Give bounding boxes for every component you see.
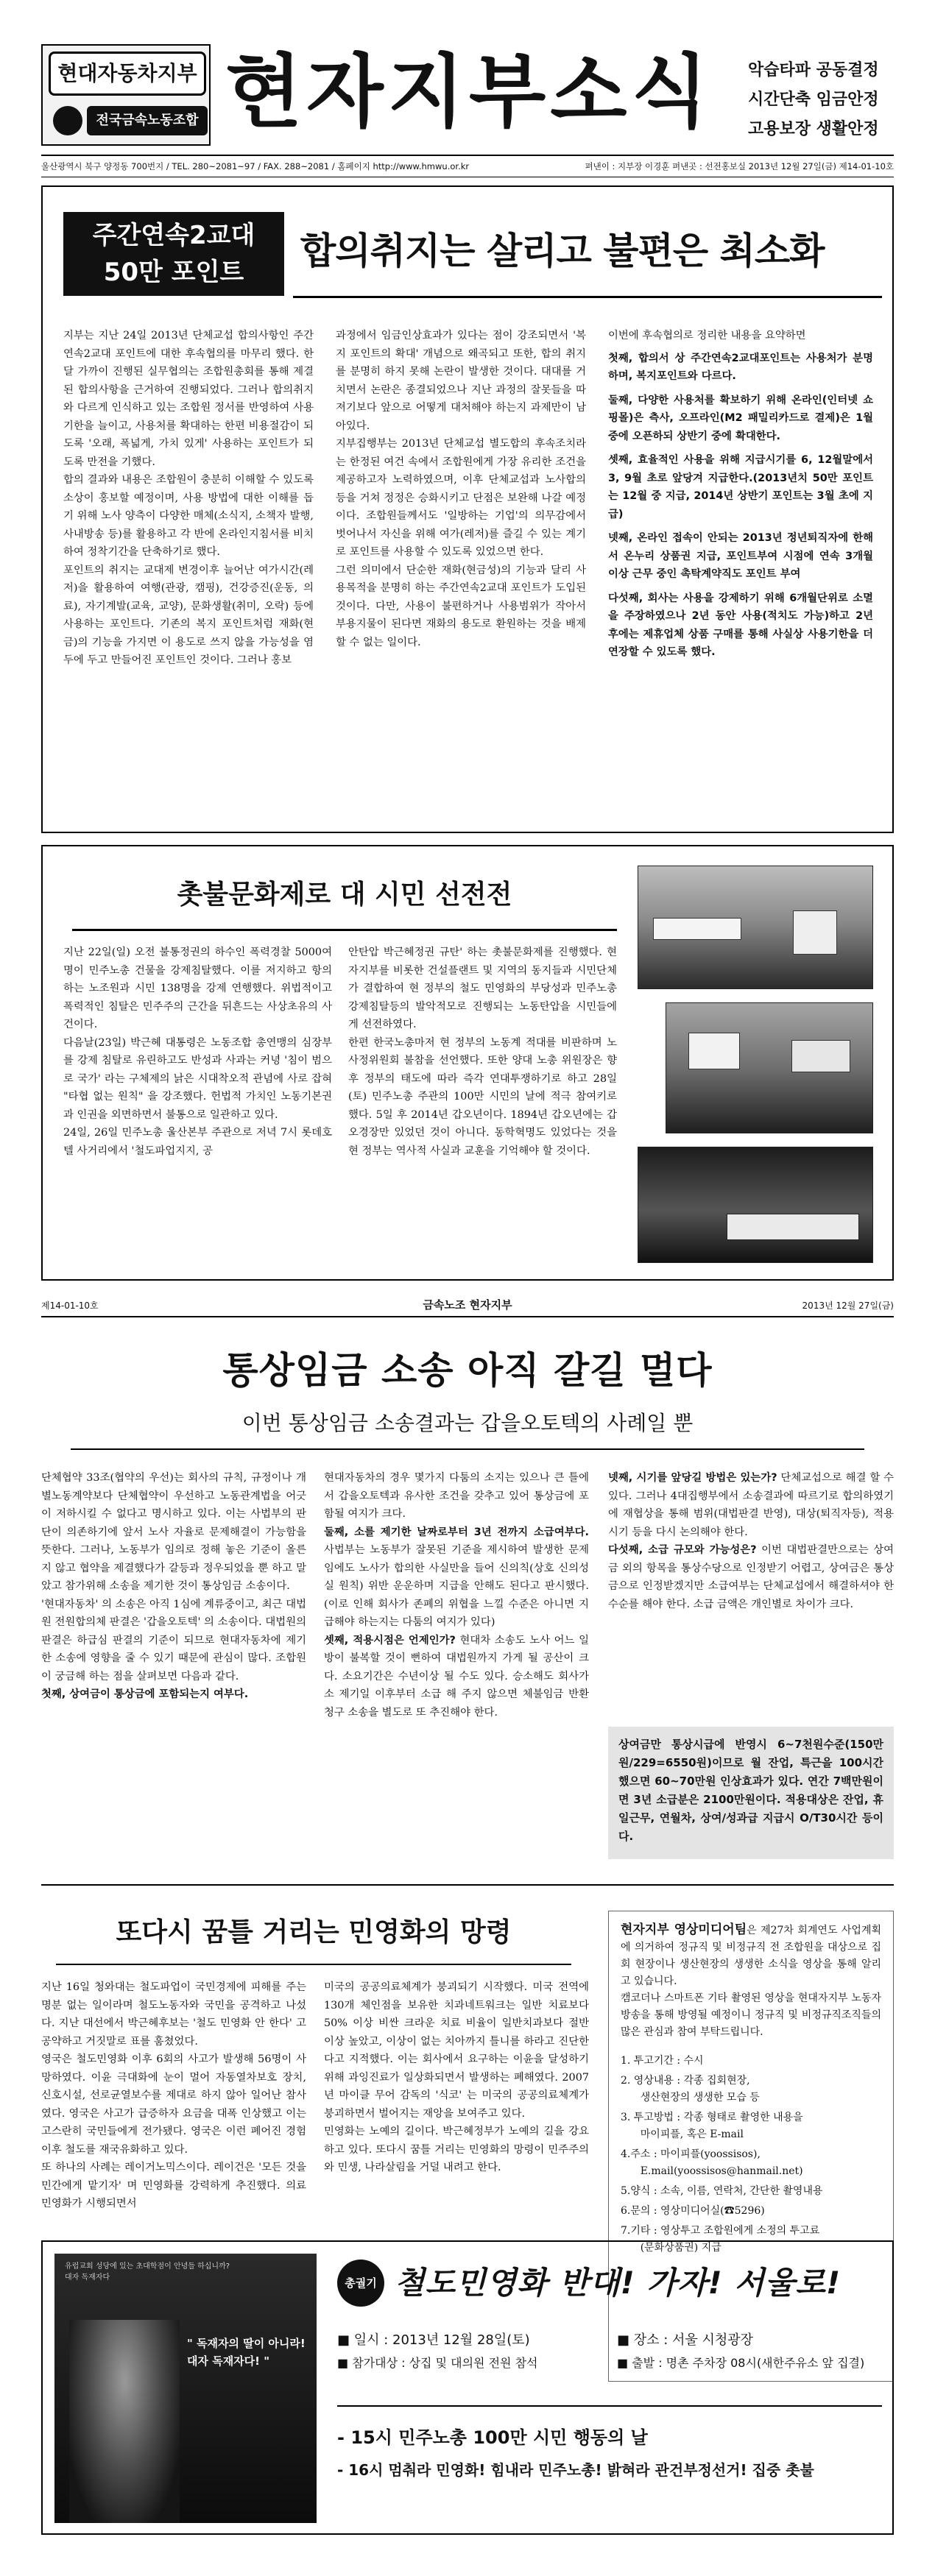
rally-photo-1: [638, 866, 873, 989]
notice-intro: 은 제27차 회계연도 사업계획에 의거하여 정규직 및 비정규직 전 조합원을 대상으로 집회 현장이나 생산현장의 생생한 소식을 영상을 통해 알리고 있습니다. 캠코더나 스마트폰 기타 촬영된 영상을 현대자지부 노동자 방송을 통해 방영될 예정이니 정규직 및 비정규직조직들의 많은 관심과 참여 부탁드립니다.: [621, 1925, 881, 2038]
rally-title: 철도민영화 반대! 가자! 서울로!: [395, 2265, 842, 2301]
article3-subhead: 이번 통상임금 소송결과는 갑을오토텍의 사례일 뿐: [241, 1411, 694, 1435]
slogans: [748, 56, 895, 144]
article3-col3-a: 단체교섭으로 해결 할 수 있다. 그러나 4대집행부에서 소송결과에 따르기로 합의하였기에 재협상을 통해 범위(대법판결 반영), 대상(퇴직자등), 적용시기 등을 다시 논의해야 한다.: [608, 1472, 894, 1538]
notice-item: 5.양식 : 소속, 이름, 연락처, 간단한 촬영내용: [621, 2185, 823, 2197]
poster-portrait: [69, 2320, 180, 2523]
article3-col3: [608, 1469, 894, 1613]
article1-badge-line1: 주간연속2교대: [92, 221, 255, 250]
masthead: [41, 44, 894, 162]
photo1-banner: [653, 918, 741, 940]
article3-end-rule: [41, 1884, 894, 1886]
notice-items: [621, 2053, 881, 2257]
article3-col2-c: 현대차 소송도 노사 어느 일방이 불복할 것이 뻔하여 대법원까지 가게 될 공산이 크다. 소요기간은 수년이상 될 수도 있다. 승소해도 회사가 소 제기일 이후부터 소급 해 주지 않으면 체불임금 반환 청구 소송을 별도로 또 추진해야 한다.: [324, 1634, 589, 1719]
article1-point-5: 다섯째, 회사는 사용을 강제하기 위해 6개월단위로 소멸을 주장하였으나 2년 동안 사용(적치도 가능)하고 2년 후에는 제휴업체 상품 구매를 통해 사실상 사용기한을 더 연장할 수 있도록 했다.: [608, 592, 873, 658]
article3-col1-bold: 첫째, 상여금이 통상금에 포함되는지 여부다.: [41, 1688, 249, 1700]
article3-col1: [41, 1469, 306, 1704]
masthead-info-left: 울산광역시 북구 양정동 700번지 / TEL. 280~2081~97 / FAX. 288~2081 / 홈페이지 http://www.hmwu.or.kr: [41, 161, 470, 171]
article2-col1: 지난 22일(일) 오전 불통정권의 하수인 폭력경찰 5000여명이 민주노총 건물을 강제침탈했다. 이를 저지하고 항의하는 노조원과 시민 138명을 강제 연행했다. 위법적이고 폭력적인 침탈은 민주주의 근간을 뒤흔드는 사상초유의 사건이다. 다음날(23일) 박근혜 대통령은 노동조합 총연맹의 심장부를 강제 침탈로 유린하고도 반성과 사과는 커녕 '침이 범으로 국가' 라는 구체제의 낡은 시대착오적 관념에 사로 잡혀 "타협 없는 원칙" 을 강조했다. 헌법적 가치인 노동기본권과 인권을 외면하면서 불통으로 일관하고 있다. 24일, 26일 민주노총 울산본부 주관으로 저녁 7시 롯데호텔 사거리에서 '철도파업지지, 공: [63, 946, 332, 1157]
article1-badge-line2: 50만 포인트: [103, 258, 244, 287]
article4-col2: 미국의 공공의료체계가 붕괴되기 시작했다. 미국 전역에 130개 체인점을 보유한 치과네트워크는 일반 치료보다 50% 이상 비싼 크라운 치료 비율이 일반치과보다 절반 이상 높았고, 이상이 없는 치아까지 틀니를 하라고 진단한다고 지적했다. 이는 회사에서 요구하는 이윤을 달성하기 위해 과잉진료가 일상화되면서 발생하는 폐해였다. 2007년 마이클 무어 감독의 '식코' 는 미국의 공공의료체계가 붕괴하면서 벌어지는 재앙을 보여주고 있다. 민영화는 노예의 길이다. 박근혜정부가 노예의 길을 강요하고 있다. 또다시 꿈틀 거리는 민영화의 망령이 민주주의와 민생, 나라살림을 거덜 내려고 한다.: [324, 1981, 589, 2173]
notice-item: 7.기타 : 영상투고 조합원에게 소정의 투고료 (문화상품권) 지급: [621, 2225, 820, 2254]
article3-col2-bold1: 둘째, 소를 제기한 날짜로부터 3년 전까지 소급여부다.: [324, 1526, 589, 1538]
article3-col2-bold2: 셋째, 적용시점은 언제인가?: [324, 1634, 456, 1646]
page2-date: 2013년 12월 27일(금): [802, 1301, 894, 1311]
rally-rule: [337, 2405, 882, 2407]
article1-col1: 지부는 지난 24일 2013년 단체교섭 합의사항인 주간연속2교대 포인트에 대한 후속협의를 마무리 했다. 한 달 가까이 진행된 실무협의는 조합원총회를 통해 제결된 합의사항을 근거하여 진행되었다. 그러나 합의취지와 다르게 인식하고 있는 조합원 정서를 반영하여 사용기한을 늘이고, 사용처를 확대하는 한편 비용절감이 되도록 '오래, 폭넓게, 가치 있게' 사용하는 포인트가 되도록 만전을 기했다. 합의 결과와 내용은 조합원이 충분히 이해할 수 있도록 소상이 홍보할 예정이며, 사용 방법에 대한 이해를 돕기 위해 노사 양측이 다양한 매체(소식지, 소책자 발행, 사내방송 등)를 활용하고 각 반에 온라인지침서를 비치하여 정착기간을 단축하기로 했다. 포인트의 취지는 교대제 변경이후 늘어난 여가시간(레저)을 활용하여 여행(관광, 캠핑), 건강증진(운동, 의료), 자기계발(교육, 교양), 문화생활(취미, 오락) 등에 사용하는 포인트다. 기존의 복지 포인트처럼 재화(현금)의 기능을 가지면 이 용도로 쓰지 않을 가능성을 염두에 두고 만들어진 포인트인 것이다. 그러나 홍보: [63, 330, 314, 666]
rally-details: [337, 2330, 882, 2404]
rally-date: ■ 일시 : 2013년 12월 28일(토): [337, 2332, 530, 2348]
page2-number: 제14-01-10호: [41, 1301, 99, 1311]
rally-photo-2: [666, 1002, 873, 1133]
article1-col3: [608, 327, 873, 662]
paper-title: 현자지부소식: [225, 46, 713, 138]
slogan-2: 시간단축 임금안정: [748, 91, 879, 109]
article3-rule: [71, 1448, 864, 1450]
rally-photo-3: [638, 1147, 873, 1263]
article1-col3-intro: 이번에 후속협의로 정리한 내용을 요약하면: [608, 330, 806, 342]
photo3-banner: [727, 1214, 859, 1240]
article2-headline: 촛불문화제로 대 시민 선전전: [177, 880, 512, 910]
logo-line1: 현대자동차지부: [49, 52, 206, 96]
photo2-sign: [688, 1033, 740, 1069]
protest-poster: [54, 2254, 317, 2523]
article3-col3-bold2: 다섯째, 소급 규모와 가능성은?: [608, 1544, 757, 1556]
article1-point-1: 첫째, 합의서 상 주간연속2교대포인트는 사용처가 분명하며, 복지포인트와 다르다.: [608, 352, 873, 382]
article3-col3-b: 이번 대법판결만으로는 상여금 외의 항목을 통상수당으로 인정받기 어렵고, 상여금은 통상금으로 인정받겠지만 소급여부는 단체교섭에서 해결하셔야 한 수순를 해야 한다. 소급 금액은 개인별로 차이가 크다.: [608, 1544, 894, 1610]
rally-place: ■ 장소 : 서울 시청광장: [617, 2332, 754, 2348]
article4-col1: 지난 16일 청와대는 철도파업이 국민경제에 피해를 주는 명분 없는 일이라며 철도노동자와 국민을 공격하고 나섰다. 지난 대선에서 박근혜후보는 '철도 민영화 안 한다' 고 공약하고 거짓말로 표를 훔쳤었다. 영국은 철도민영화 이후 6회의 사고가 발생해 56명이 사망하였다. 이윤 극대화에 눈이 멀어 자동열차보호 장치, 신호시설, 선로균열보수를 제대로 하지 않아 일어난 참사였다. 영국은 사고가 급증하자 요금을 대폭 인상했고 이는 고스란히 국민들에게 전가됐다. 영국은 이런 폐어진 경험 이후 철도를 재국유화하고 있다. 또 하나의 사례는 레이거노믹스이다. 레이건은 '모든 것을 민간에게 맡기자' 며 민영화를 강력하게 추진했다. 의료 민영화가 시행되면서: [41, 1981, 306, 2209]
slogan-3: 고용보장 생활안정: [748, 120, 879, 138]
article4-headline-rule: [56, 1964, 571, 1965]
article3-headline: 통상임금 소송 아직 갈길 멀다: [222, 1349, 713, 1392]
article4-headline: 또다시 꿈틀 거리는 민영화의 망령: [116, 1917, 512, 1947]
article-shift-points: [41, 185, 894, 833]
article1-point-2: 둘째, 다양한 사용처를 확보하기 위해 온라인(인터넷 쇼핑몰)은 측사, 오프라인(M2 패밀리카드로 결제)은 1월 중에 오픈하되 상반기 중에 확대한다.: [608, 394, 873, 442]
poster-top-text: 유럽교회 성당에 있는 초대학점이 안녕들 하십니까? 대자 독재자다: [65, 2262, 230, 2282]
article1-point-3: 셋째, 효율적인 사용을 위해 지급시기를 6, 12월말에서 3, 9월 초로 앞당겨 지급한다.(2013년치 50만 포인트는 12월 중 지급, 2014년 상반기 포인트는 3월 초에 지급): [608, 454, 873, 520]
article2-headline-rule: [72, 929, 617, 931]
article3-col3-bold1: 넷째, 시기를 앞당길 방법은 있는가?: [608, 1472, 777, 1484]
photo1-sign: [793, 910, 837, 955]
article2-col2: 안탄압 박근혜정권 규탄' 하는 촛불문화제를 진행했다. 현자지부를 비롯한 건설플랜트 및 지역의 동지들과 시민단체가 결합하여 현 정부의 철도 민영화의 부당성과 민주노총 강제침탈등의 발악적모로 진행되는 노동탄압을 시민들에게 선전하였다. 한편 한국노총마저 현 정부의 노동계 적대를 비판하며 노사정위원회 불참을 선언했다. 또한 양대 노총 위원장은 향후 정부의 태도에 따라 즉각 연대투쟁하기로 하고 28일(토) 민주노총 주관의 100만 시민의 날에 적극 참여키로 했다. 5일 후 2014년 갑오년이다. 1894년 갑오년에는 갑오경장만 있었던 것이 아니다. 동학혁명도 있었다는 것을 현 정부는 역사적 사실과 교훈을 기억해야 할 것이다.: [348, 946, 617, 1157]
article3-col1-text: 단체협약 33조(협약의 우선)는 회사의 규칙, 규정이나 개별노동계약보다 단체협약이 우선하고 노동관계법을 어긋이 저하시킬 수 없다고 명시하고 있다. 이는 사법부의 판단이 의존하기에 앞서 노사 자율로 문제해결이 가능함을 뜻한다. 그러나, 노동부가 임의로 정해 놓은 기준이 올른지 않고 협약을 제결했다가 갈등과 정우되었을 뿐 하고 말았고 참가위해 소송을 제기한 것이 통상임금 소송이다. '현대자동차' 의 소송은 아직 1심에 계류중이고, 최근 대법원 전원합의체 판결은 '갑을오토텍' 의 소송이다. 대법원의 판결은 하급심 판결의 기준이 되므로 현대자동차에 제기한 소송에 영향을 줄 수 있기 때문에 관심이 많다. 조합원이 궁금해 하는 점을 살펴보면 다음과 같다.: [41, 1472, 306, 1682]
article3-col2: [324, 1469, 589, 1722]
logo-line2: 전국금속노동조합: [87, 106, 208, 135]
poster-quote: " 독재자의 딸이 아니라! 대자 독재자다! ": [187, 2337, 306, 2368]
rally-schedule-1: - 15시 민주노총 100만 시민 행동의 날: [337, 2427, 648, 2448]
rally-ad: [41, 2240, 894, 2535]
union-logo: [41, 44, 211, 146]
article-candlelight: [41, 845, 894, 1281]
slogan-1: 악습타파 공동결정: [748, 61, 879, 79]
notice-intro-wrap: [621, 1922, 881, 2041]
rally-badge: 총궐기: [337, 2260, 384, 2307]
article1-point-4: 넷째, 온라인 접속이 안되는 2013년 정년퇴직자에 한해서 온누리 상품권 지급, 포인트부여 시점에 연속 3개월 이상 근무 중인 촉탁계약직도 포인트 부여: [608, 532, 873, 580]
rally-depart: ■ 출발 : 명촌 주차장 08시(새한주유소 앞 집결): [617, 2356, 865, 2370]
photo2-sign-2: [791, 1040, 850, 1072]
article3-col2-a: 현대자동차의 경우 몇가지 다툼의 소지는 있으나 큰 틀에서 갑을오토텍과 유사한 조건을 갖추고 있어 통상금에 포함될 여지가 크다.: [324, 1472, 589, 1520]
article1-headline-rule: [293, 296, 882, 298]
masthead-rule: [41, 155, 894, 156]
rally-target: ■ 참가대상 : 상집 및 대의원 전원 참석: [337, 2356, 538, 2370]
logo-emblem-icon: [53, 106, 82, 135]
notice-item: 1. 투고기간 : 수시: [621, 2055, 704, 2067]
notice-item: 3. 투고방법 : 각종 형태로 촬영한 내용을 마이피플, 혹은 E-mail: [621, 2112, 803, 2140]
notice-item: 2. 영상내용 : 각종 집회현장, 생산현장의 생생한 모습 등: [621, 2075, 760, 2103]
article1-badge: [63, 212, 284, 296]
page2-rule: [41, 1316, 894, 1317]
article1-col2: 과정에서 임금인상효과가 있다는 점이 강조되면서 '복지 포인트의 확대' 개념으로 왜곡되고 또한, 합의 취지를 분명히 하지 못해 논란이 발생한 것이다. 대대를 거치면서 논란은 종결되었으나 지난 과정의 잘못들을 따져기보다 앞으로 어떻게 대처해야 하는지 과제만이 남아있다. 지부집행부는 2013년 단체교섭 별도합의 후속조치라는 한정된 여건 속에서 조합원에게 가장 유리한 조건을 제공하고자 노력하였으며, 이후 단체교섭과 노사합의 등을 거쳐 정정은 승화시키고 단점은 보완해 나갈 예정이다. 조합원들께서도 '일방하는 기업'의 의무감에서 벗어나서 자신을 위해 여가(레저)를 즐길 수 있는 계기로 포인트를 사용할 수 있도록 있었으면 한다. 그런 의미에서 단순한 재화(현금성)의 기능과 달리 사용목적을 분명히 하는 주간연속2교대 포인트가 도입된 것이다. 다만, 사용이 불편하거나 사용범위가 작아서 부용지물이 된다면 재화의 용도로 환원하는 것을 배제할 수 없는 일이다.: [336, 330, 586, 648]
notice-title: 현자지부 영상미디어팀: [621, 1922, 747, 1937]
notice-item: 6.문의 : 영상미디어실(☎5296): [621, 2205, 765, 2217]
masthead-info-right: 펴낸이 : 지부장 이경훈 펴낸곳 : 선전홍보실 2013년 12월 27일(금) 제14-01-10호: [585, 161, 894, 171]
notice-item: 4.주소 : 마이피플(yoossisos), E.mail(yoossisos@hanmail.net): [621, 2148, 803, 2177]
article3-highlight-box: 상여금만 통상시급에 반영시 6~7천원수준(150만원/229=6550원)이므로 월 잔업, 특근을 100시간 했으면 60~70만원 인상효과가 있다. 연간 7백만원이면 3년 소급분은 2100만원이다. 적용대상은 잔업, 휴일근무, 연월차, 상여/성과급 지급시 O/T30시간 등이다.: [608, 1727, 894, 1859]
rally-schedule-2: - 16시 멈춰라 민영화! 힘내라 민주노총! 밝혀라 관건부정선거! 집중 촛불: [337, 2461, 814, 2479]
article1-headline: 합의취지는 살리고 불편은 최소화: [300, 230, 825, 272]
page2-union: 금속노조 현자지부: [423, 1298, 512, 1312]
article3-col2-b: 사법부는 노동부가 잘못된 기준을 제시하여 발생한 문제임에도 노사가 합의한 사실만을 들어 신의칙(상호 신의성실 원칙) 위반 운운하며 지급을 안해도 된다고 판시했다.(이로 인해 회사가 존폐의 위협을 느낄 수준은 아니면 지급해야 하는지는 다툼의 여지가 있다): [324, 1544, 589, 1628]
